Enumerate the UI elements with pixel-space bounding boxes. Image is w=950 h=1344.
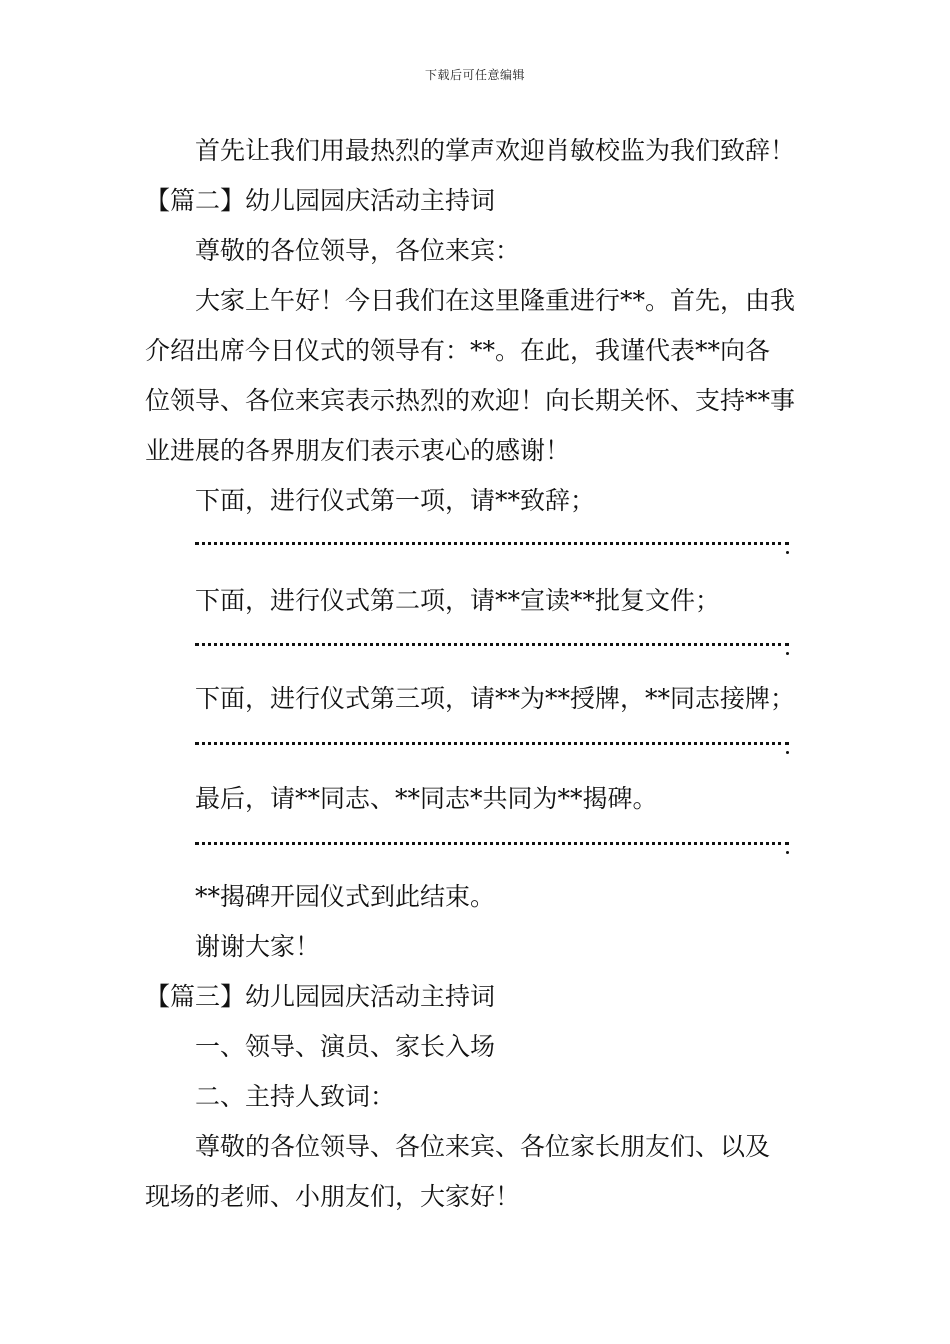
dotted-leader-end [786,851,789,854]
paragraph-line: 二、主持人致词： [195,1082,396,1111]
section-heading: 【篇三】幼儿园园庆活动主持词 [145,982,496,1011]
paragraph-line: 首先让我们用最热烈的掌声欢迎肖敏校监为我们致辞！ [195,136,796,165]
page-header: 下载后可任意编辑 [424,68,525,82]
paragraph-line: 尊敬的各位领导，各位来宾： [195,236,521,265]
dotted-leader-end [786,751,789,754]
paragraph-line: 大家上午好！今日我们在这里隆重进行**。首先，由我 [195,286,796,315]
paragraph-line: 最后，请**同志、**同志*共同为**揭碑。 [195,784,658,813]
dotted-leader [195,643,789,646]
paragraph-line: **揭碑开园仪式到此结束。 [195,882,496,911]
dotted-leader [195,742,789,745]
paragraph-line: 尊敬的各位领导、各位来宾、各位家长朋友们、以及 [195,1132,771,1161]
paragraph-line: 下面，进行仪式第二项，请**宣读**批复文件； [195,586,721,615]
dotted-leader [195,542,789,545]
dotted-leader-end [786,652,789,655]
paragraph-line: 介绍出席今日仪式的领导有：**。在此，我谨代表**向各 [145,336,771,365]
paragraph-line: 位领导、各位来宾表示热烈的欢迎！向长期关怀、支持**事 [145,386,796,415]
paragraph-line: 一、领导、演员、家长入场 [195,1032,496,1061]
paragraph-line: 下面，进行仪式第一项，请**致辞； [195,486,596,515]
paragraph-line: 下面，进行仪式第三项，请**为**授牌，**同志接牌； [195,684,796,713]
paragraph-line: 现场的老师、小朋友们，大家好！ [145,1182,521,1211]
section-heading: 【篇二】幼儿园园庆活动主持词 [145,186,496,215]
dotted-leader [195,842,789,845]
paragraph-line: 业进展的各界朋友们表示衷心的感谢！ [145,436,571,465]
dotted-leader-end [786,551,789,554]
paragraph-line: 谢谢大家！ [195,932,321,961]
